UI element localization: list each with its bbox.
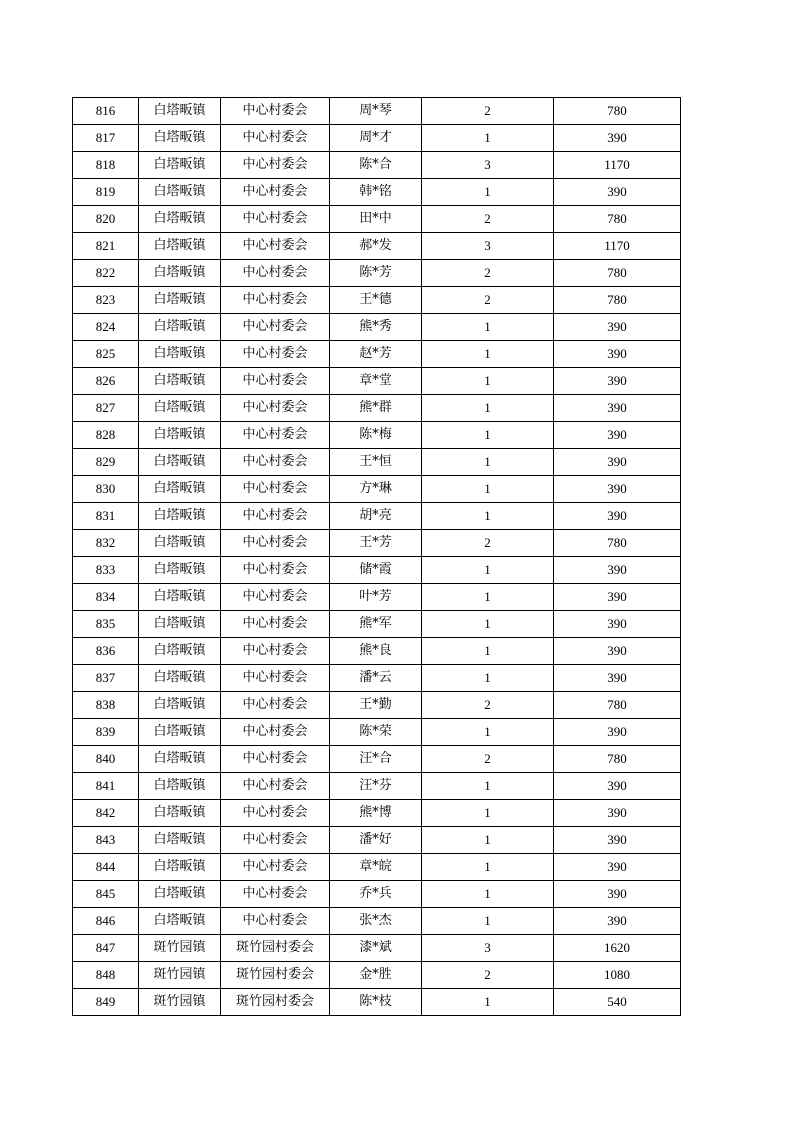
person-name-cell: 潘*云 <box>330 665 422 692</box>
row-number-cell: 839 <box>73 719 139 746</box>
row-number-cell: 829 <box>73 449 139 476</box>
row-number-cell: 838 <box>73 692 139 719</box>
person-count-cell: 1 <box>422 395 554 422</box>
person-name-cell: 乔*兵 <box>330 881 422 908</box>
table-row <box>73 692 681 719</box>
person-count-cell: 2 <box>422 98 554 125</box>
subsidy-amount-cell: 390 <box>554 854 681 881</box>
person-name-cell: 叶*芳 <box>330 584 422 611</box>
person-name-cell: 潘*好 <box>330 827 422 854</box>
subsidy-amount-cell: 390 <box>554 314 681 341</box>
row-number-cell: 846 <box>73 908 139 935</box>
person-count-cell: 2 <box>422 530 554 557</box>
person-name-cell: 章*堂 <box>330 368 422 395</box>
table-row <box>73 989 681 1016</box>
table-row <box>73 638 681 665</box>
town-cell: 白塔畈镇 <box>139 746 221 773</box>
table-row <box>73 152 681 179</box>
table-row <box>73 530 681 557</box>
village-committee-cell: 中心村委会 <box>221 908 330 935</box>
subsidy-amount-cell: 390 <box>554 827 681 854</box>
village-committee-cell: 中心村委会 <box>221 638 330 665</box>
row-number-cell: 832 <box>73 530 139 557</box>
person-count-cell: 3 <box>422 152 554 179</box>
village-committee-cell: 中心村委会 <box>221 449 330 476</box>
subsidy-amount-cell: 390 <box>554 611 681 638</box>
table-row <box>73 719 681 746</box>
person-count-cell: 2 <box>422 287 554 314</box>
subsidy-amount-cell: 780 <box>554 98 681 125</box>
table-row <box>73 935 681 962</box>
person-count-cell: 3 <box>422 233 554 260</box>
person-count-cell: 1 <box>422 827 554 854</box>
town-cell: 白塔畈镇 <box>139 125 221 152</box>
town-cell: 白塔畈镇 <box>139 449 221 476</box>
person-count-cell: 2 <box>422 260 554 287</box>
row-number-cell: 843 <box>73 827 139 854</box>
row-number-cell: 845 <box>73 881 139 908</box>
person-name-cell: 周*琴 <box>330 98 422 125</box>
row-number-cell: 835 <box>73 611 139 638</box>
row-number-cell: 818 <box>73 152 139 179</box>
person-name-cell: 汪*芬 <box>330 773 422 800</box>
table-row <box>73 611 681 638</box>
subsidy-amount-cell: 390 <box>554 503 681 530</box>
table-row <box>73 314 681 341</box>
person-count-cell: 1 <box>422 341 554 368</box>
subsidy-amount-cell: 540 <box>554 989 681 1016</box>
row-number-cell: 837 <box>73 665 139 692</box>
village-committee-cell: 中心村委会 <box>221 179 330 206</box>
person-name-cell: 王*芳 <box>330 530 422 557</box>
person-name-cell: 陈*荣 <box>330 719 422 746</box>
person-count-cell: 1 <box>422 179 554 206</box>
person-name-cell: 王*恒 <box>330 449 422 476</box>
person-name-cell: 熊*秀 <box>330 314 422 341</box>
village-committee-cell: 中心村委会 <box>221 395 330 422</box>
row-number-cell: 819 <box>73 179 139 206</box>
person-name-cell: 方*琳 <box>330 476 422 503</box>
town-cell: 白塔畈镇 <box>139 206 221 233</box>
town-cell: 白塔畈镇 <box>139 314 221 341</box>
village-committee-cell: 中心村委会 <box>221 800 330 827</box>
person-count-cell: 1 <box>422 773 554 800</box>
subsidy-amount-cell: 390 <box>554 125 681 152</box>
subsidy-amount-cell: 1170 <box>554 152 681 179</box>
subsidy-amount-cell: 390 <box>554 665 681 692</box>
town-cell: 白塔畈镇 <box>139 827 221 854</box>
table-row <box>73 287 681 314</box>
subsidy-amount-cell: 780 <box>554 692 681 719</box>
person-name-cell: 熊*群 <box>330 395 422 422</box>
town-cell: 白塔畈镇 <box>139 854 221 881</box>
person-count-cell: 1 <box>422 719 554 746</box>
village-committee-cell: 斑竹园村委会 <box>221 989 330 1016</box>
row-number-cell: 830 <box>73 476 139 503</box>
subsidy-amount-cell: 390 <box>554 179 681 206</box>
town-cell: 斑竹园镇 <box>139 935 221 962</box>
village-committee-cell: 中心村委会 <box>221 206 330 233</box>
town-cell: 白塔畈镇 <box>139 530 221 557</box>
person-count-cell: 1 <box>422 125 554 152</box>
person-count-cell: 3 <box>422 935 554 962</box>
table-row <box>73 98 681 125</box>
village-committee-cell: 斑竹园村委会 <box>221 962 330 989</box>
town-cell: 白塔畈镇 <box>139 179 221 206</box>
person-name-cell: 周*才 <box>330 125 422 152</box>
village-committee-cell: 中心村委会 <box>221 422 330 449</box>
person-count-cell: 2 <box>422 746 554 773</box>
person-name-cell: 赵*芳 <box>330 341 422 368</box>
town-cell: 白塔畈镇 <box>139 341 221 368</box>
row-number-cell: 825 <box>73 341 139 368</box>
town-cell: 白塔畈镇 <box>139 422 221 449</box>
row-number-cell: 821 <box>73 233 139 260</box>
person-count-cell: 1 <box>422 449 554 476</box>
village-committee-cell: 中心村委会 <box>221 692 330 719</box>
table-row <box>73 908 681 935</box>
person-name-cell: 王*勤 <box>330 692 422 719</box>
row-number-cell: 817 <box>73 125 139 152</box>
subsidy-amount-cell: 780 <box>554 746 681 773</box>
village-committee-cell: 中心村委会 <box>221 368 330 395</box>
town-cell: 白塔畈镇 <box>139 368 221 395</box>
subsidy-amount-cell: 780 <box>554 260 681 287</box>
table-row <box>73 827 681 854</box>
row-number-cell: 849 <box>73 989 139 1016</box>
table-row <box>73 260 681 287</box>
table-row <box>73 422 681 449</box>
subsidy-amount-cell: 390 <box>554 341 681 368</box>
town-cell: 白塔畈镇 <box>139 800 221 827</box>
subsidy-amount-cell: 390 <box>554 800 681 827</box>
subsidy-amount-cell: 780 <box>554 530 681 557</box>
row-number-cell: 828 <box>73 422 139 449</box>
subsidy-amount-cell: 390 <box>554 881 681 908</box>
row-number-cell: 840 <box>73 746 139 773</box>
table-row <box>73 665 681 692</box>
town-cell: 斑竹园镇 <box>139 962 221 989</box>
village-committee-cell: 中心村委会 <box>221 719 330 746</box>
town-cell: 白塔畈镇 <box>139 476 221 503</box>
table-row <box>73 800 681 827</box>
subsidy-roster-table <box>72 97 681 1016</box>
row-number-cell: 816 <box>73 98 139 125</box>
village-committee-cell: 中心村委会 <box>221 827 330 854</box>
row-number-cell: 826 <box>73 368 139 395</box>
subsidy-amount-cell: 390 <box>554 638 681 665</box>
row-number-cell: 823 <box>73 287 139 314</box>
subsidy-amount-cell: 390 <box>554 557 681 584</box>
village-committee-cell: 中心村委会 <box>221 287 330 314</box>
village-committee-cell: 中心村委会 <box>221 125 330 152</box>
person-name-cell: 张*杰 <box>330 908 422 935</box>
row-number-cell: 834 <box>73 584 139 611</box>
table-row <box>73 773 681 800</box>
village-committee-cell: 中心村委会 <box>221 503 330 530</box>
village-committee-cell: 中心村委会 <box>221 98 330 125</box>
town-cell: 白塔畈镇 <box>139 260 221 287</box>
person-count-cell: 1 <box>422 611 554 638</box>
subsidy-amount-cell: 780 <box>554 287 681 314</box>
table-row <box>73 233 681 260</box>
person-count-cell: 1 <box>422 908 554 935</box>
subsidy-amount-cell: 1080 <box>554 962 681 989</box>
town-cell: 白塔畈镇 <box>139 881 221 908</box>
person-count-cell: 1 <box>422 665 554 692</box>
person-count-cell: 1 <box>422 800 554 827</box>
roster-table-body <box>73 98 681 1016</box>
row-number-cell: 844 <box>73 854 139 881</box>
subsidy-amount-cell: 780 <box>554 206 681 233</box>
person-name-cell: 陈*梅 <box>330 422 422 449</box>
person-count-cell: 1 <box>422 476 554 503</box>
row-number-cell: 841 <box>73 773 139 800</box>
person-name-cell: 郝*发 <box>330 233 422 260</box>
person-count-cell: 1 <box>422 422 554 449</box>
town-cell: 白塔畈镇 <box>139 584 221 611</box>
person-count-cell: 2 <box>422 962 554 989</box>
subsidy-amount-cell: 390 <box>554 476 681 503</box>
table-row <box>73 179 681 206</box>
village-committee-cell: 中心村委会 <box>221 854 330 881</box>
village-committee-cell: 中心村委会 <box>221 233 330 260</box>
row-number-cell: 836 <box>73 638 139 665</box>
person-name-cell: 陈*合 <box>330 152 422 179</box>
person-count-cell: 1 <box>422 584 554 611</box>
subsidy-amount-cell: 390 <box>554 719 681 746</box>
village-committee-cell: 中心村委会 <box>221 773 330 800</box>
person-name-cell: 胡*亮 <box>330 503 422 530</box>
table-row <box>73 881 681 908</box>
table-row <box>73 368 681 395</box>
village-committee-cell: 中心村委会 <box>221 584 330 611</box>
person-name-cell: 漆*斌 <box>330 935 422 962</box>
row-number-cell: 833 <box>73 557 139 584</box>
subsidy-amount-cell: 390 <box>554 773 681 800</box>
person-name-cell: 田*中 <box>330 206 422 233</box>
person-count-cell: 1 <box>422 638 554 665</box>
table-row <box>73 449 681 476</box>
subsidy-amount-cell: 1620 <box>554 935 681 962</box>
person-name-cell: 陈*芳 <box>330 260 422 287</box>
person-count-cell: 1 <box>422 314 554 341</box>
town-cell: 白塔畈镇 <box>139 773 221 800</box>
row-number-cell: 842 <box>73 800 139 827</box>
town-cell: 白塔畈镇 <box>139 152 221 179</box>
town-cell: 白塔畈镇 <box>139 611 221 638</box>
person-name-cell: 熊*博 <box>330 800 422 827</box>
row-number-cell: 831 <box>73 503 139 530</box>
village-committee-cell: 中心村委会 <box>221 746 330 773</box>
table-row <box>73 206 681 233</box>
table-row <box>73 341 681 368</box>
village-committee-cell: 中心村委会 <box>221 341 330 368</box>
town-cell: 白塔畈镇 <box>139 908 221 935</box>
person-name-cell: 金*胜 <box>330 962 422 989</box>
row-number-cell: 848 <box>73 962 139 989</box>
person-name-cell: 韩*铭 <box>330 179 422 206</box>
town-cell: 白塔畈镇 <box>139 692 221 719</box>
table-row <box>73 395 681 422</box>
person-name-cell: 熊*良 <box>330 638 422 665</box>
row-number-cell: 847 <box>73 935 139 962</box>
town-cell: 白塔畈镇 <box>139 665 221 692</box>
town-cell: 白塔畈镇 <box>139 719 221 746</box>
village-committee-cell: 中心村委会 <box>221 611 330 638</box>
person-name-cell: 储*霞 <box>330 557 422 584</box>
person-name-cell: 熊*军 <box>330 611 422 638</box>
table-row <box>73 854 681 881</box>
subsidy-amount-cell: 390 <box>554 395 681 422</box>
person-name-cell: 章*皖 <box>330 854 422 881</box>
person-count-cell: 1 <box>422 881 554 908</box>
village-committee-cell: 中心村委会 <box>221 530 330 557</box>
subsidy-amount-cell: 390 <box>554 584 681 611</box>
town-cell: 白塔畈镇 <box>139 395 221 422</box>
village-committee-cell: 中心村委会 <box>221 665 330 692</box>
town-cell: 白塔畈镇 <box>139 233 221 260</box>
village-committee-cell: 中心村委会 <box>221 260 330 287</box>
village-committee-cell: 中心村委会 <box>221 476 330 503</box>
village-committee-cell: 中心村委会 <box>221 881 330 908</box>
row-number-cell: 820 <box>73 206 139 233</box>
subsidy-amount-cell: 1170 <box>554 233 681 260</box>
person-count-cell: 1 <box>422 854 554 881</box>
person-name-cell: 汪*合 <box>330 746 422 773</box>
row-number-cell: 824 <box>73 314 139 341</box>
person-count-cell: 1 <box>422 989 554 1016</box>
table-row <box>73 125 681 152</box>
village-committee-cell: 斑竹园村委会 <box>221 935 330 962</box>
row-number-cell: 827 <box>73 395 139 422</box>
row-number-cell: 822 <box>73 260 139 287</box>
town-cell: 斑竹园镇 <box>139 989 221 1016</box>
village-committee-cell: 中心村委会 <box>221 314 330 341</box>
table-row <box>73 584 681 611</box>
subsidy-amount-cell: 390 <box>554 368 681 395</box>
person-name-cell: 王*德 <box>330 287 422 314</box>
table-row <box>73 557 681 584</box>
town-cell: 白塔畈镇 <box>139 638 221 665</box>
town-cell: 白塔畈镇 <box>139 557 221 584</box>
table-row <box>73 962 681 989</box>
person-count-cell: 1 <box>422 503 554 530</box>
person-count-cell: 2 <box>422 206 554 233</box>
table-row <box>73 746 681 773</box>
village-committee-cell: 中心村委会 <box>221 557 330 584</box>
subsidy-amount-cell: 390 <box>554 422 681 449</box>
person-name-cell: 陈*枝 <box>330 989 422 1016</box>
table-row <box>73 503 681 530</box>
village-committee-cell: 中心村委会 <box>221 152 330 179</box>
town-cell: 白塔畈镇 <box>139 98 221 125</box>
person-count-cell: 1 <box>422 557 554 584</box>
subsidy-amount-cell: 390 <box>554 449 681 476</box>
town-cell: 白塔畈镇 <box>139 287 221 314</box>
person-count-cell: 1 <box>422 368 554 395</box>
town-cell: 白塔畈镇 <box>139 503 221 530</box>
subsidy-amount-cell: 390 <box>554 908 681 935</box>
person-count-cell: 2 <box>422 692 554 719</box>
table-row <box>73 476 681 503</box>
